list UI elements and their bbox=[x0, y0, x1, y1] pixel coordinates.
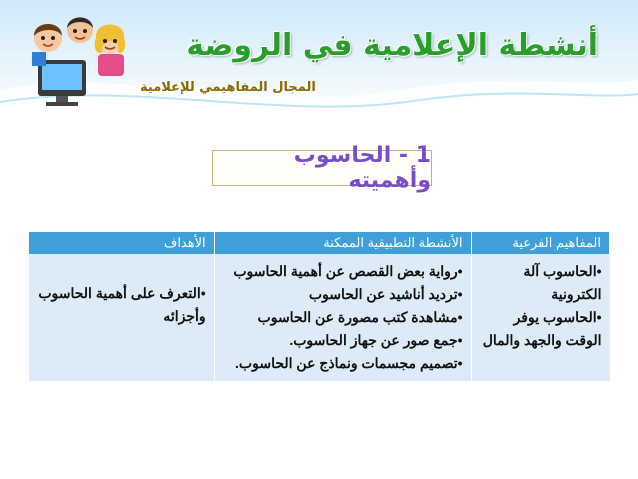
page-subtitle: المجال المفاهيمي للإعلامية bbox=[140, 80, 316, 95]
header-sub-concepts: المفاهيم الفرعية bbox=[471, 232, 609, 254]
list-item: •التعرف على أهمية الحاسوب وأجزائه bbox=[38, 285, 206, 324]
activities-table bbox=[28, 232, 610, 381]
list-item: •ترديد أناشيد عن الحاسوب bbox=[308, 286, 463, 302]
cell-objectives bbox=[29, 254, 215, 381]
list-item: •رواية بعض القصص عن أهمية الحاسوب bbox=[233, 263, 463, 279]
header-activities: الأنشطة التطبيقية الممكنة bbox=[214, 232, 471, 254]
section-title-box bbox=[212, 143, 432, 193]
kids-computer-illustration bbox=[18, 8, 138, 112]
page-title: أنشطة الإعلامية في الروضة bbox=[186, 28, 598, 63]
list-item: •جمع صور عن جهاز الحاسوب. bbox=[289, 332, 463, 348]
header-objectives: الأهداف bbox=[29, 232, 215, 254]
table-header-row bbox=[29, 232, 610, 254]
cell-sub-concepts bbox=[471, 254, 609, 381]
section-title: 1 - الحاسوب وأهميته bbox=[293, 143, 431, 193]
table-row bbox=[29, 254, 610, 381]
list-item: •تصميم مجسمات ونماذج عن الحاسوب. bbox=[235, 355, 463, 371]
list-item: •الحاسوب آلة الكترونية bbox=[523, 263, 602, 302]
list-item: •مشاهدة كتب مصورة عن الحاسوب bbox=[257, 309, 463, 325]
cell-activities bbox=[214, 254, 471, 381]
list-item: •الحاسوب يوفر الوقت والجهد والمال bbox=[482, 309, 602, 348]
